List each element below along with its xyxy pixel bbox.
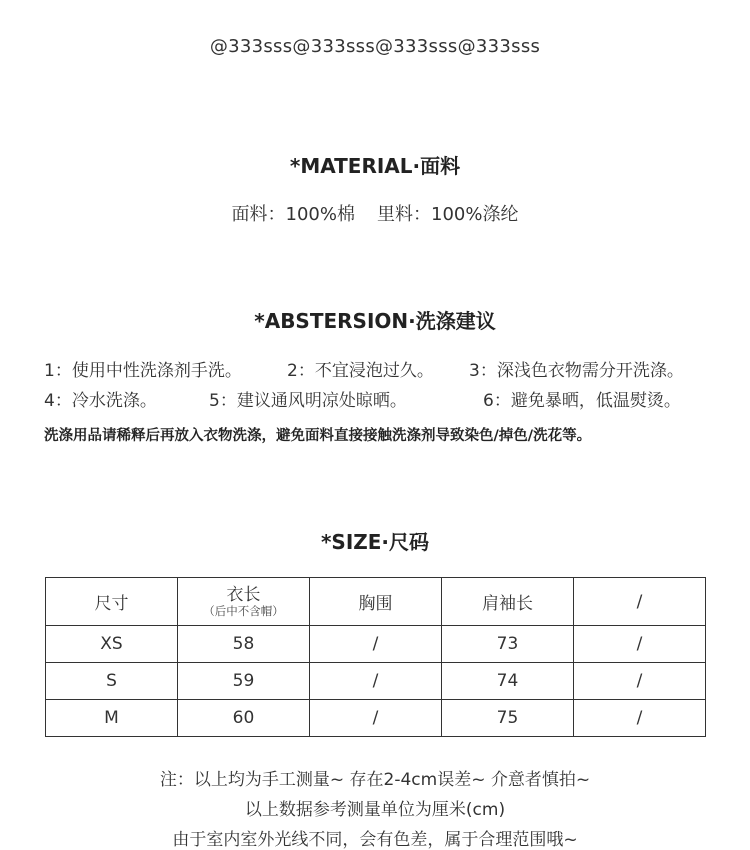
header-length <box>178 578 310 626</box>
note-line-1: 注：以上均为手工测量~ 存在2-4cm误差~ 介意者慎拍~ <box>159 770 591 790</box>
material-title: *MATERIAL·面料 <box>289 154 461 178</box>
wash-item-4: 4：冷水洗涤。 <box>44 391 157 411</box>
wash-row-1 <box>44 356 710 381</box>
cell-length: 58 <box>178 626 310 663</box>
cell-other: / <box>574 663 706 700</box>
size-table <box>45 577 706 737</box>
wash-note: 洗涤用品请稀释后再放入衣物洗涤，避免面料直接接触洗涤剂导致染色/掉色/洗花等。 <box>44 428 592 444</box>
cell-other: / <box>574 626 706 663</box>
wash-item-2: 2：不宜浸泡过久。 <box>287 361 434 381</box>
cell-other: / <box>574 700 706 737</box>
cell-length: 60 <box>178 700 310 737</box>
wash-row-2 <box>44 386 710 411</box>
wash-item-5: 5：建议通风明凉处晾晒。 <box>209 391 407 411</box>
header-size: 尺寸 <box>46 578 178 626</box>
header-length-label: 衣长 <box>226 585 261 605</box>
wash-item-1: 1：使用中性洗涤剂手洗。 <box>44 361 242 381</box>
watermark-text: @333sss@333sss@333sss@333sss <box>209 36 541 57</box>
header-length-note: （后中不含帽） <box>203 604 284 618</box>
face-fabric: 面料：100%棉 <box>231 204 355 225</box>
table-row <box>46 663 706 700</box>
abstersion-title: *ABSTERSION·洗涤建议 <box>254 309 496 333</box>
note-line-2: 以上数据参考测量单位为厘米(cm) <box>244 800 506 820</box>
table-row <box>46 700 706 737</box>
cell-sleeve: 75 <box>442 700 574 737</box>
cell-size: M <box>46 700 178 737</box>
cell-chest: / <box>310 663 442 700</box>
cell-sleeve: 74 <box>442 663 574 700</box>
size-title: *SIZE·尺码 <box>320 530 430 554</box>
table-row <box>46 626 706 663</box>
material-info <box>0 200 750 226</box>
header-chest: 胸围 <box>310 578 442 626</box>
header-sleeve: 肩袖长 <box>442 578 574 626</box>
wash-item-3: 3：深浅色衣物需分开洗涤。 <box>469 361 684 381</box>
wash-item-6: 6：避免暴晒，低温熨烫。 <box>483 391 681 411</box>
note-line-3: 由于室内室外光线不同，会有色差，属于合理范围哦~ <box>172 830 578 850</box>
cell-length: 59 <box>178 663 310 700</box>
table-header-row <box>46 578 706 626</box>
cell-sleeve: 73 <box>442 626 574 663</box>
cell-size: S <box>46 663 178 700</box>
cell-chest: / <box>310 700 442 737</box>
lining-fabric: 里料：100%涤纶 <box>377 204 519 225</box>
header-other: / <box>574 578 706 626</box>
cell-size: XS <box>46 626 178 663</box>
cell-chest: / <box>310 626 442 663</box>
